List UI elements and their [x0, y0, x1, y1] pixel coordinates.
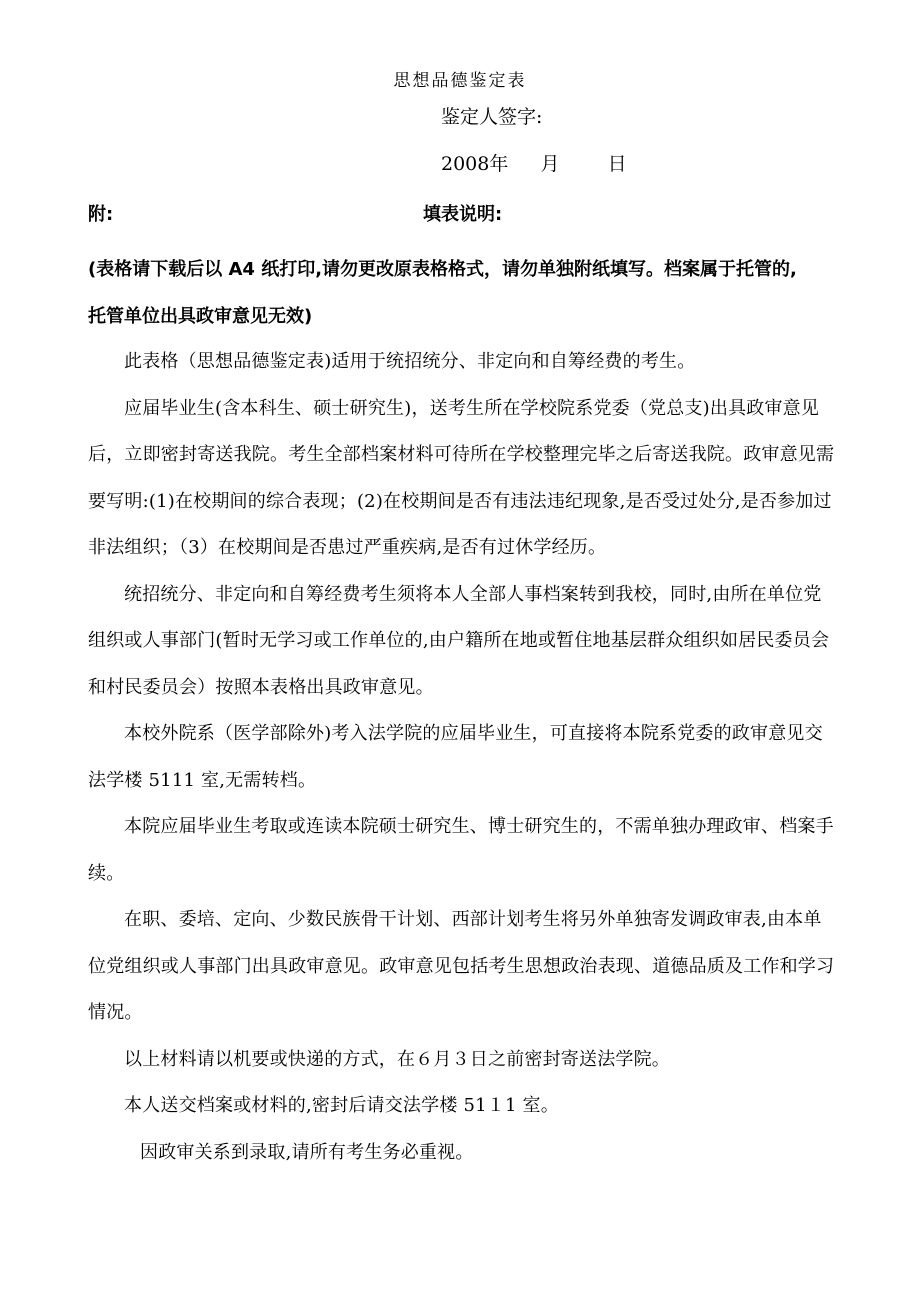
date-year: 2008年 — [441, 153, 509, 175]
paragraph-closing: 因政审关系到录取,请所有考生务必重视。 — [140, 1141, 474, 1163]
date-line — [441, 149, 627, 176]
paragraph-unified-students: 统招统分、非定向和自筹经费考生须将本人全部人事档案转到我校，同时,由所在单位党组织或人事部门(暂时无学习或工作单位的,由户籍所在地或暂住地基层群众组织如居民委员会和村民委员会）按照本表格出具政审意见。 — [88, 583, 830, 698]
paragraph-scope: 此表格（思想品德鉴定表)适用于统招统分、非定向和自筹经费的考生。 — [124, 351, 696, 372]
date-day: 日 — [607, 153, 627, 175]
page-title: 思想品德鉴定表 — [393, 71, 527, 91]
paragraph-other-departments: 本校外院系（医学部除外)考入法学院的应届毕业生，可直接将本院系党委的政审意见交法学楼 5111 室,无需转档。 — [88, 723, 823, 791]
paragraph-own-graduates: 本院应届毕业生考取或连读本院硕士研究生、博士研究生的，不需单独办理政审、档案手续。 — [88, 816, 834, 884]
signature-label: 鉴定人签字: — [441, 106, 543, 128]
paragraph-hand-delivery: 本人送交档案或材料的,密封后请交法学楼 51１1 室。 — [124, 1095, 559, 1116]
instructions-title: 填表说明: — [423, 204, 503, 225]
paragraph-delivery: 以上材料请以机要或快递的方式，在６月３日之前密封寄送法学院。 — [124, 1048, 670, 1070]
paragraph-in-service: 在职、委培、定向、少数民族骨干计划、西部计划考生将另外单独寄发调政审表,由本单位党组织或人事部门出具政审意见。政审意见包括考生思想政治表现、道德品质及工作和学习情况。 — [88, 909, 835, 1023]
date-month: 月 — [540, 153, 560, 175]
instructions-body — [88, 339, 838, 1176]
appendix-label: 附: — [88, 204, 114, 225]
print-notice-line-1: (表格请下载后以 A4 纸打印,请勿更改原表格格式，请勿单独附纸填写。档案属于托管的, — [88, 259, 797, 280]
print-notice-line-2: 托管单位出具政审意见无效) — [88, 306, 313, 327]
print-notice — [88, 246, 838, 340]
paragraph-graduates: 应届毕业生(含本科生、硕士研究生)，送考生所在学校院系党委（党总支)出具政审意见后，立即密封寄送我院。考生全部档案材料可待所在学校整理完毕之后寄送我院。政审意见需要写明:(1)在校期间的综合表现；(2)在校期间是否有违法违纪现象,是否受过处分,是否参加过非法组织；（3）在校期间是否患过严重疾病,是否有过休学经历。 — [88, 397, 835, 558]
